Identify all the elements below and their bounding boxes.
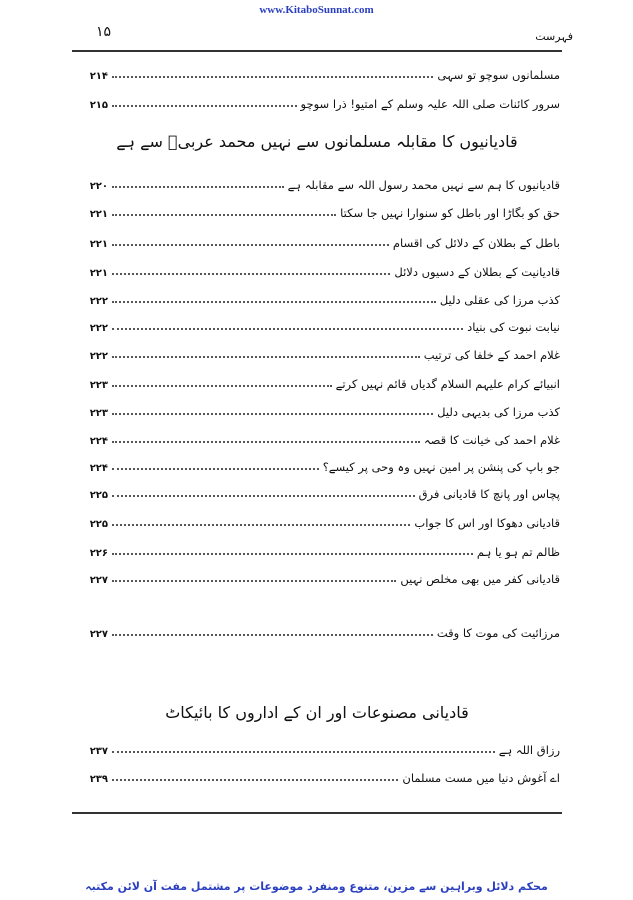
toc-entry	[80, 566, 560, 586]
entry-page-number: ۲۲۷	[89, 629, 108, 640]
entry-title: قادیانی کفر میں بھی مخلص نہیں	[400, 572, 560, 586]
entry-page-number: ۲۲۴	[89, 463, 108, 474]
entry-page-number: ۲۲۳	[89, 408, 108, 419]
entry-title: رزاق اللہ ہے	[498, 743, 560, 757]
entry-title: باطل کے بطلان کے دلائل کی اقسام	[392, 236, 560, 250]
footer-rule	[72, 812, 562, 814]
entry-page-number: ۲۲۳	[89, 380, 108, 391]
footer-text: محکم دلائل وبراہین سے مزین، متنوع ومنفرد موضوعات پر مشتمل مفت آن لائن مکتبہ	[85, 880, 548, 893]
toc-entry	[80, 539, 560, 559]
entry-title: سرور کائنات صلی اللہ علیہ وسلم کے امتیو! ذرا سوچو	[300, 97, 560, 111]
toc-entry	[80, 62, 560, 82]
toc-entry	[80, 399, 560, 419]
dot-leader	[112, 105, 297, 107]
dot-leader	[112, 441, 420, 443]
dot-leader	[112, 580, 396, 582]
dot-leader	[112, 328, 463, 330]
dot-leader	[112, 214, 336, 216]
entry-title: مسلمانوں سوچو تو سہی	[437, 68, 560, 82]
entry-title: نیابت نبوت کی بنیاد	[467, 320, 560, 334]
site-url: www.KitaboSunnat.com	[259, 4, 374, 16]
dot-leader	[112, 76, 433, 78]
header-rule	[72, 50, 562, 52]
entry-title: انبیائے کرام علیہم السلام گدیاں قائم نہیں کرتے	[335, 377, 560, 391]
entry-page-number: ۲۲۲	[89, 323, 108, 334]
toc-entry	[80, 427, 560, 447]
toc-entry	[80, 371, 560, 391]
entry-title: اے آغوش دنیا میں مست مسلمان	[402, 771, 560, 785]
dot-leader	[112, 634, 433, 636]
toc-entry	[80, 259, 560, 279]
page-header-title: فہرست	[535, 30, 573, 43]
dot-leader	[112, 524, 410, 526]
entry-page-number: ۲۳۷	[89, 746, 108, 757]
entry-title: قادیانیت کے بطلان کے دسیوں دلائل	[394, 265, 560, 279]
dot-leader	[112, 779, 398, 781]
dot-leader	[112, 553, 473, 555]
entry-page-number: ۲۲۲	[89, 296, 108, 307]
entry-page-number: ۲۲۴	[89, 436, 108, 447]
entry-title: کذب مرزا کی بدیہی دلیل	[437, 405, 560, 419]
toc-entry	[80, 91, 560, 111]
dot-leader	[112, 186, 284, 188]
dot-leader	[112, 468, 319, 470]
toc-entry	[80, 342, 560, 362]
entry-title: ظالم تم ہو یا ہم	[476, 545, 560, 559]
entry-page-number: ۲۲۷	[89, 575, 108, 586]
dot-leader	[112, 751, 495, 753]
dot-leader	[112, 413, 433, 415]
entry-page-number: ۲۲۵	[89, 519, 108, 530]
toc-entry	[80, 765, 560, 785]
dot-leader	[112, 356, 420, 358]
toc-entry	[80, 287, 560, 307]
toc-entry	[80, 314, 560, 334]
entry-title: پچاس اور پانچ کا قادیانی فرق	[418, 487, 560, 501]
toc-entry	[80, 620, 560, 640]
entry-page-number: ۲۲۱	[89, 268, 108, 279]
entry-title: مرزائیت کی موت کا وقت	[436, 626, 560, 640]
toc-entry	[80, 230, 560, 250]
toc-entry	[80, 172, 560, 192]
entry-page-number: ۲۲۶	[89, 548, 108, 559]
entry-page-number: ۲۲۲	[89, 351, 108, 362]
toc-entry	[80, 737, 560, 757]
entry-page-number: ۲۲۱	[89, 209, 108, 220]
dot-leader	[112, 273, 390, 275]
entry-title: جو باپ کی پنشن پر امین نہیں وہ وحی پر کیسے؟	[322, 460, 560, 474]
entry-title: غلام احمد کی خیانت کا قصہ	[423, 433, 560, 447]
toc-entry	[80, 510, 560, 530]
toc-entry	[80, 454, 560, 474]
dot-leader	[112, 385, 332, 387]
entry-title: غلام احمد کے خلفا کی ترتیب	[423, 348, 560, 362]
entry-title: حق کو بگاڑا اور باطل کو سنوارا نہیں جا سکتا	[340, 206, 560, 220]
entry-page-number: ۲۲۰	[89, 181, 108, 192]
entry-page-number: ۲۲۵	[89, 490, 108, 501]
section-heading: قادیانی مصنوعات اور ان کے اداروں کا بائیکاٹ	[165, 703, 469, 722]
entry-page-number: ۲۱۴	[89, 71, 108, 82]
dot-leader	[112, 301, 436, 303]
toc-entry	[80, 481, 560, 501]
page-number: ۱۵	[96, 24, 112, 40]
entry-title: قادیانی دھوکا اور اس کا جواب	[414, 516, 560, 530]
dot-leader	[112, 244, 389, 246]
dot-leader	[112, 495, 415, 497]
entry-title: قادیانیوں کا ہم سے نہیں محمد رسول اللہ سے مقابلہ ہے	[287, 178, 560, 192]
entry-title: کذب مرزا کی عقلی دلیل	[439, 293, 560, 307]
entry-page-number: ۲۳۹	[89, 774, 108, 785]
entry-page-number: ۲۱۵	[89, 100, 108, 111]
section-heading: قادیانیوں کا مقابلہ مسلمانوں سے نہیں محمد عربیؐ سے ہے	[116, 132, 518, 151]
toc-entry	[80, 200, 560, 220]
entry-page-number: ۲۲۱	[89, 239, 108, 250]
